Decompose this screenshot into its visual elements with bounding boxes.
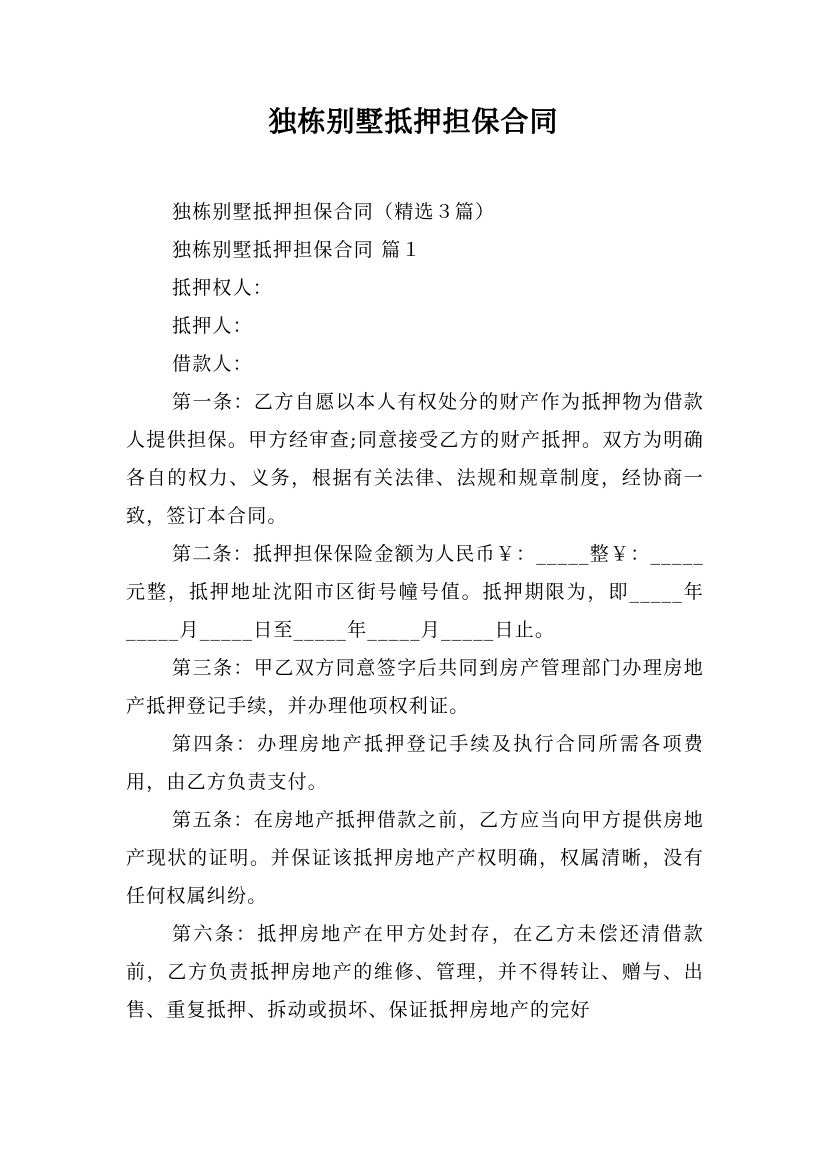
document-title: 独栋别墅抵押担保合同: [268, 105, 559, 138]
borrower-line: 借款人：: [172, 353, 253, 375]
article-5: 第五条：在房地产抵押借款之前，乙方应当向甲方提供房地产现状的证明。并保证该抵押房地产产权明确，权属清晰，没有任何权属纠纷。: [126, 809, 704, 907]
article-1: 第一条：乙方自愿以本人有权处分的财产作为抵押物为借款人提供担保。甲方经审查;同意接受乙方的财产抵押。双方为明确各自的权力、义务，根据有关法律、法规和规章制度，经协商一致，签订本合同。: [126, 391, 704, 527]
mortgagor-line: 抵押人：: [172, 315, 253, 337]
article-2: 第二条：抵押担保保险金额为人民币￥：_____整￥：_____元整，抵押地址沈阳市区街号幢号值。抵押期限为，即_____年_____月_____日至_____年_____月_____日止。: [126, 543, 704, 641]
section-heading: 独栋别墅抵押担保合同 篇１: [172, 239, 422, 261]
document-body: [126, 193, 704, 1029]
subtitle-paragraph: 独栋别墅抵押担保合同（精选３篇）: [172, 201, 496, 223]
mortgagee-line: 抵押权人：: [172, 277, 274, 299]
article-6: 第六条：抵押房地产在甲方处封存，在乙方未偿还清借款前，乙方负责抵押房地产的维修、管理，并不得转让、赠与、出售、重复抵押、拆动或损坏、保证抵押房地产的完好: [126, 923, 704, 1021]
article-3: 第三条：甲乙双方同意签字后共同到房产管理部门办理房地产抵押登记手续，并办理他项权利证。: [126, 657, 704, 717]
article-4: 第四条：办理房地产抵押登记手续及执行合同所需各项费用，由乙方负责支付。: [126, 733, 704, 793]
